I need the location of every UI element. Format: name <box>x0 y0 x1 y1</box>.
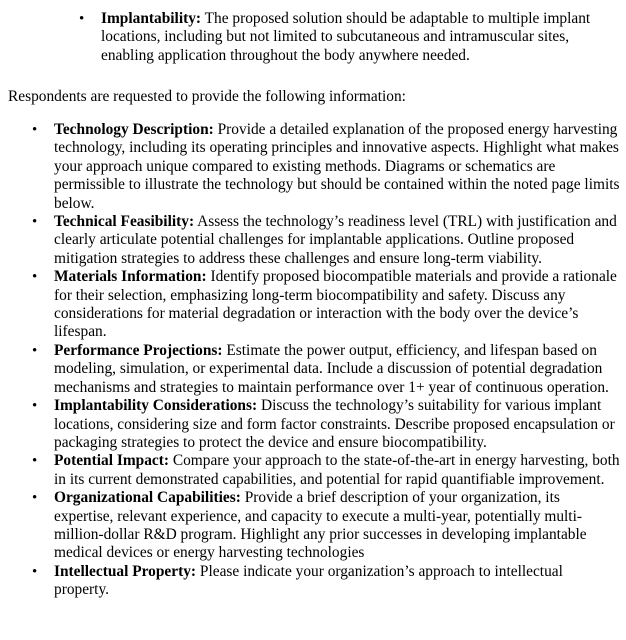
bullet-marker: • <box>32 563 38 580</box>
item-text: Provide a detailed explanation of the proposed energy harvesting technology, including its operating principles and innovative aspects. Highlight what makes your approach unique compared to existing methods. Diagrams or schematics are permissible to illustrate the technology but should be contained within the noted page limits below. <box>54 121 620 212</box>
item-text: Provide a brief description of your organization, its expertise, relevant experience, and capacity to execute a multi-year, potentially multi-million-dollar R&D program. Highlight any prior successes in developing implantable medical devices or energy harvesting technologies <box>54 489 587 562</box>
item-term: Performance Projections: <box>54 341 223 359</box>
list-item-organizational-capabilities <box>0 489 626 563</box>
item-term: Organizational Capabilities: <box>54 489 241 507</box>
item-term: Potential Impact: <box>54 452 169 470</box>
list-item-implantability <box>0 10 626 65</box>
item-term: Materials Information: <box>54 268 207 286</box>
bullet-marker: • <box>32 453 38 470</box>
item-text: Estimate the power output, efficiency, and lifespan based on modeling, simulation, or experimental data. Include a discussion of potential degradation mechanisms and strategies to maintain performance over 1+ year of continuous operation. <box>54 341 609 396</box>
bullet-marker: • <box>32 398 38 415</box>
item-text: Assess the technology’s readiness level (TRL) with justification and clearly articulate potential challenges for implantable applications. Outline proposed mitigation strategies to address these challenges and ensure long-term viability. <box>54 213 617 267</box>
intro-paragraph: Respondents are requested to provide the following information: <box>8 88 406 105</box>
item-text: Discuss the technology’s suitability for various implant locations, considering size and form factor constraints. Describe proposed encapsulation or packaging strategies to protect the device and ensure biocompatibility. <box>54 397 615 451</box>
list-item-potential-impact <box>0 452 626 489</box>
item-term: Implantability: <box>101 10 202 27</box>
bullet-marker: • <box>32 214 38 231</box>
bullet-marker: • <box>32 342 38 359</box>
item-text: Identify proposed biocompatible materials and provide a rationale for their selection, emphasizing long-term biocompatibility and safety. Discuss any considerations for material degradation or interaction with the body over the device’s lifespan. <box>54 268 617 341</box>
item-term: Intellectual Property: <box>54 562 197 580</box>
list-item-intellectual-property <box>0 563 626 600</box>
requested-information-list <box>0 121 626 600</box>
bullet-marker: • <box>32 269 38 286</box>
item-term: Implantability Considerations: <box>54 397 258 415</box>
item-text: The proposed solution should be adaptable to multiple implant locations, including but not limited to subcutaneous and intramuscular sites, enabling application throughout the body anywhere needed. <box>101 10 591 64</box>
item-term: Technical Feasibility: <box>54 213 195 231</box>
item-text: Compare your approach to the state-of-the-art in energy harvesting, both in its current demonstrated capabilities, and potential for rapid quantifiable improvement. <box>54 452 620 488</box>
list-item-implantability-considerations <box>0 397 626 452</box>
bullet-marker: • <box>32 490 38 507</box>
list-item-technical-feasibility <box>0 213 626 268</box>
bullet-marker: • <box>79 11 85 27</box>
list-item-materials-information <box>0 268 626 342</box>
item-text: Please indicate your organization’s approach to intellectual property. <box>54 562 563 599</box>
implantability-sublist <box>0 10 626 65</box>
list-item-technology-description <box>0 121 626 213</box>
list-item-performance-projections <box>0 342 626 397</box>
item-term: Technology Description: <box>54 121 214 138</box>
bullet-marker: • <box>32 122 38 138</box>
